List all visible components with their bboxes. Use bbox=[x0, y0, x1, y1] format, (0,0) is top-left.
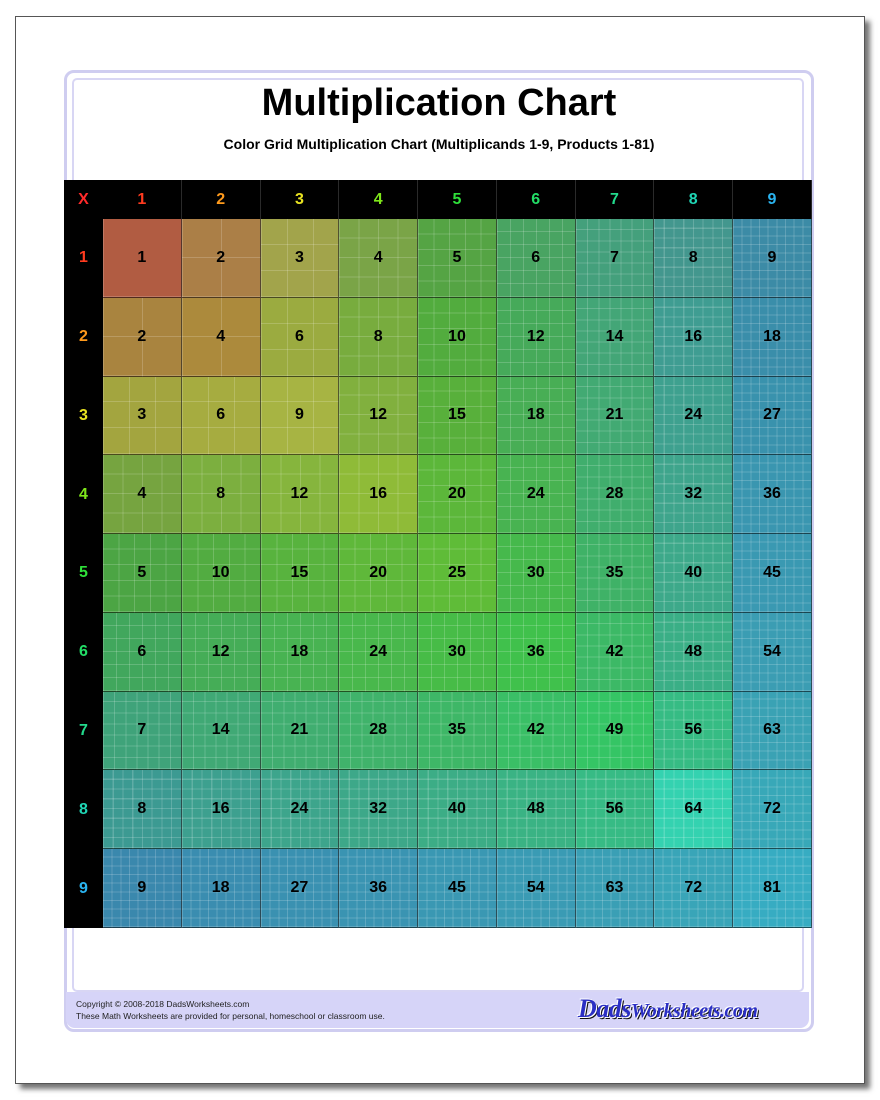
product-cell: 35 bbox=[418, 692, 497, 771]
product-cell: 8 bbox=[654, 219, 733, 298]
product-cell: 3 bbox=[103, 377, 182, 456]
row-header: 9 bbox=[64, 849, 103, 928]
product-cell: 72 bbox=[654, 849, 733, 928]
product-cell: 28 bbox=[339, 692, 418, 771]
product-cell: 32 bbox=[339, 770, 418, 849]
product-cell: 24 bbox=[654, 377, 733, 456]
product-cell: 18 bbox=[733, 298, 812, 377]
product-cell: 24 bbox=[497, 455, 576, 534]
row-header: 2 bbox=[64, 298, 103, 377]
row-header: 8 bbox=[64, 770, 103, 849]
dadsworksheets-logo[interactable] bbox=[578, 994, 757, 1024]
product-cell: 1 bbox=[103, 219, 182, 298]
product-cell: 54 bbox=[497, 849, 576, 928]
product-cell: 3 bbox=[261, 219, 340, 298]
product-cell: 15 bbox=[418, 377, 497, 456]
product-cell: 40 bbox=[418, 770, 497, 849]
copyright-line: Copyright © 2008-2018 DadsWorksheets.com bbox=[76, 999, 250, 1009]
product-cell: 21 bbox=[261, 692, 340, 771]
product-cell: 20 bbox=[339, 534, 418, 613]
column-header: 1 bbox=[103, 180, 182, 219]
product-cell: 9 bbox=[103, 849, 182, 928]
product-cell: 36 bbox=[497, 613, 576, 692]
product-cell: 7 bbox=[576, 219, 655, 298]
product-cell: 36 bbox=[733, 455, 812, 534]
product-cell: 18 bbox=[261, 613, 340, 692]
product-cell: 16 bbox=[182, 770, 261, 849]
row-header: 4 bbox=[64, 455, 103, 534]
product-cell: 5 bbox=[418, 219, 497, 298]
product-cell: 64 bbox=[654, 770, 733, 849]
logo-text-com: .com bbox=[720, 1000, 758, 1022]
product-cell: 25 bbox=[418, 534, 497, 613]
product-cell: 42 bbox=[576, 613, 655, 692]
product-cell: 72 bbox=[733, 770, 812, 849]
product-cell: 7 bbox=[103, 692, 182, 771]
product-cell: 9 bbox=[733, 219, 812, 298]
copyright-notice bbox=[76, 998, 385, 1022]
product-cell: 4 bbox=[339, 219, 418, 298]
product-cell: 14 bbox=[182, 692, 261, 771]
product-cell: 18 bbox=[497, 377, 576, 456]
product-cell: 6 bbox=[182, 377, 261, 456]
product-cell: 63 bbox=[576, 849, 655, 928]
product-cell: 10 bbox=[182, 534, 261, 613]
product-cell: 14 bbox=[576, 298, 655, 377]
product-cell: 28 bbox=[576, 455, 655, 534]
usage-note: These Math Worksheets are provided for personal, homeschool or classroom use. bbox=[76, 1011, 385, 1021]
product-cell: 8 bbox=[339, 298, 418, 377]
product-cell: 40 bbox=[654, 534, 733, 613]
column-header: 4 bbox=[339, 180, 418, 219]
product-cell: 54 bbox=[733, 613, 812, 692]
product-cell: 5 bbox=[103, 534, 182, 613]
product-cell: 32 bbox=[654, 455, 733, 534]
product-cell: 4 bbox=[182, 298, 261, 377]
column-header: 2 bbox=[182, 180, 261, 219]
logo-text-worksheets: Worksheets bbox=[630, 1000, 720, 1022]
row-header: 6 bbox=[64, 613, 103, 692]
product-cell: 56 bbox=[576, 770, 655, 849]
multiplication-table bbox=[64, 180, 812, 928]
page-title: Multiplication Chart bbox=[261, 82, 617, 124]
product-cell: 2 bbox=[103, 298, 182, 377]
row-header: 5 bbox=[64, 534, 103, 613]
product-cell: 27 bbox=[733, 377, 812, 456]
product-cell: 9 bbox=[261, 377, 340, 456]
product-cell: 27 bbox=[261, 849, 340, 928]
product-cell: 16 bbox=[339, 455, 418, 534]
product-cell: 45 bbox=[418, 849, 497, 928]
product-cell: 30 bbox=[497, 534, 576, 613]
corner-header: X bbox=[64, 180, 103, 219]
product-cell: 36 bbox=[339, 849, 418, 928]
product-cell: 18 bbox=[182, 849, 261, 928]
page-subtitle: Color Grid Multiplication Chart (Multiplicands 1-9, Products 1-81) bbox=[223, 136, 655, 152]
product-cell: 6 bbox=[103, 613, 182, 692]
product-cell: 48 bbox=[497, 770, 576, 849]
product-cell: 10 bbox=[418, 298, 497, 377]
product-cell: 4 bbox=[103, 455, 182, 534]
product-cell: 8 bbox=[182, 455, 261, 534]
column-header: 3 bbox=[261, 180, 340, 219]
product-cell: 56 bbox=[654, 692, 733, 771]
product-cell: 6 bbox=[497, 219, 576, 298]
product-cell: 15 bbox=[261, 534, 340, 613]
product-cell: 12 bbox=[339, 377, 418, 456]
product-cell: 12 bbox=[497, 298, 576, 377]
product-cell: 6 bbox=[261, 298, 340, 377]
product-cell: 49 bbox=[576, 692, 655, 771]
product-cell: 42 bbox=[497, 692, 576, 771]
logo-text-dads: Dads bbox=[578, 994, 631, 1023]
product-cell: 24 bbox=[339, 613, 418, 692]
column-header: 6 bbox=[497, 180, 576, 219]
product-cell: 81 bbox=[733, 849, 812, 928]
product-cell: 48 bbox=[654, 613, 733, 692]
product-cell: 12 bbox=[261, 455, 340, 534]
product-cell: 20 bbox=[418, 455, 497, 534]
column-header: 8 bbox=[654, 180, 733, 219]
product-cell: 63 bbox=[733, 692, 812, 771]
product-cell: 21 bbox=[576, 377, 655, 456]
product-cell: 35 bbox=[576, 534, 655, 613]
product-cell: 2 bbox=[182, 219, 261, 298]
column-header: 5 bbox=[418, 180, 497, 219]
product-cell: 12 bbox=[182, 613, 261, 692]
product-cell: 24 bbox=[261, 770, 340, 849]
row-header: 3 bbox=[64, 377, 103, 456]
product-cell: 8 bbox=[103, 770, 182, 849]
product-cell: 45 bbox=[733, 534, 812, 613]
product-cell: 30 bbox=[418, 613, 497, 692]
column-header: 7 bbox=[576, 180, 655, 219]
row-header: 1 bbox=[64, 219, 103, 298]
column-header: 9 bbox=[733, 180, 812, 219]
product-cell: 16 bbox=[654, 298, 733, 377]
row-header: 7 bbox=[64, 692, 103, 771]
